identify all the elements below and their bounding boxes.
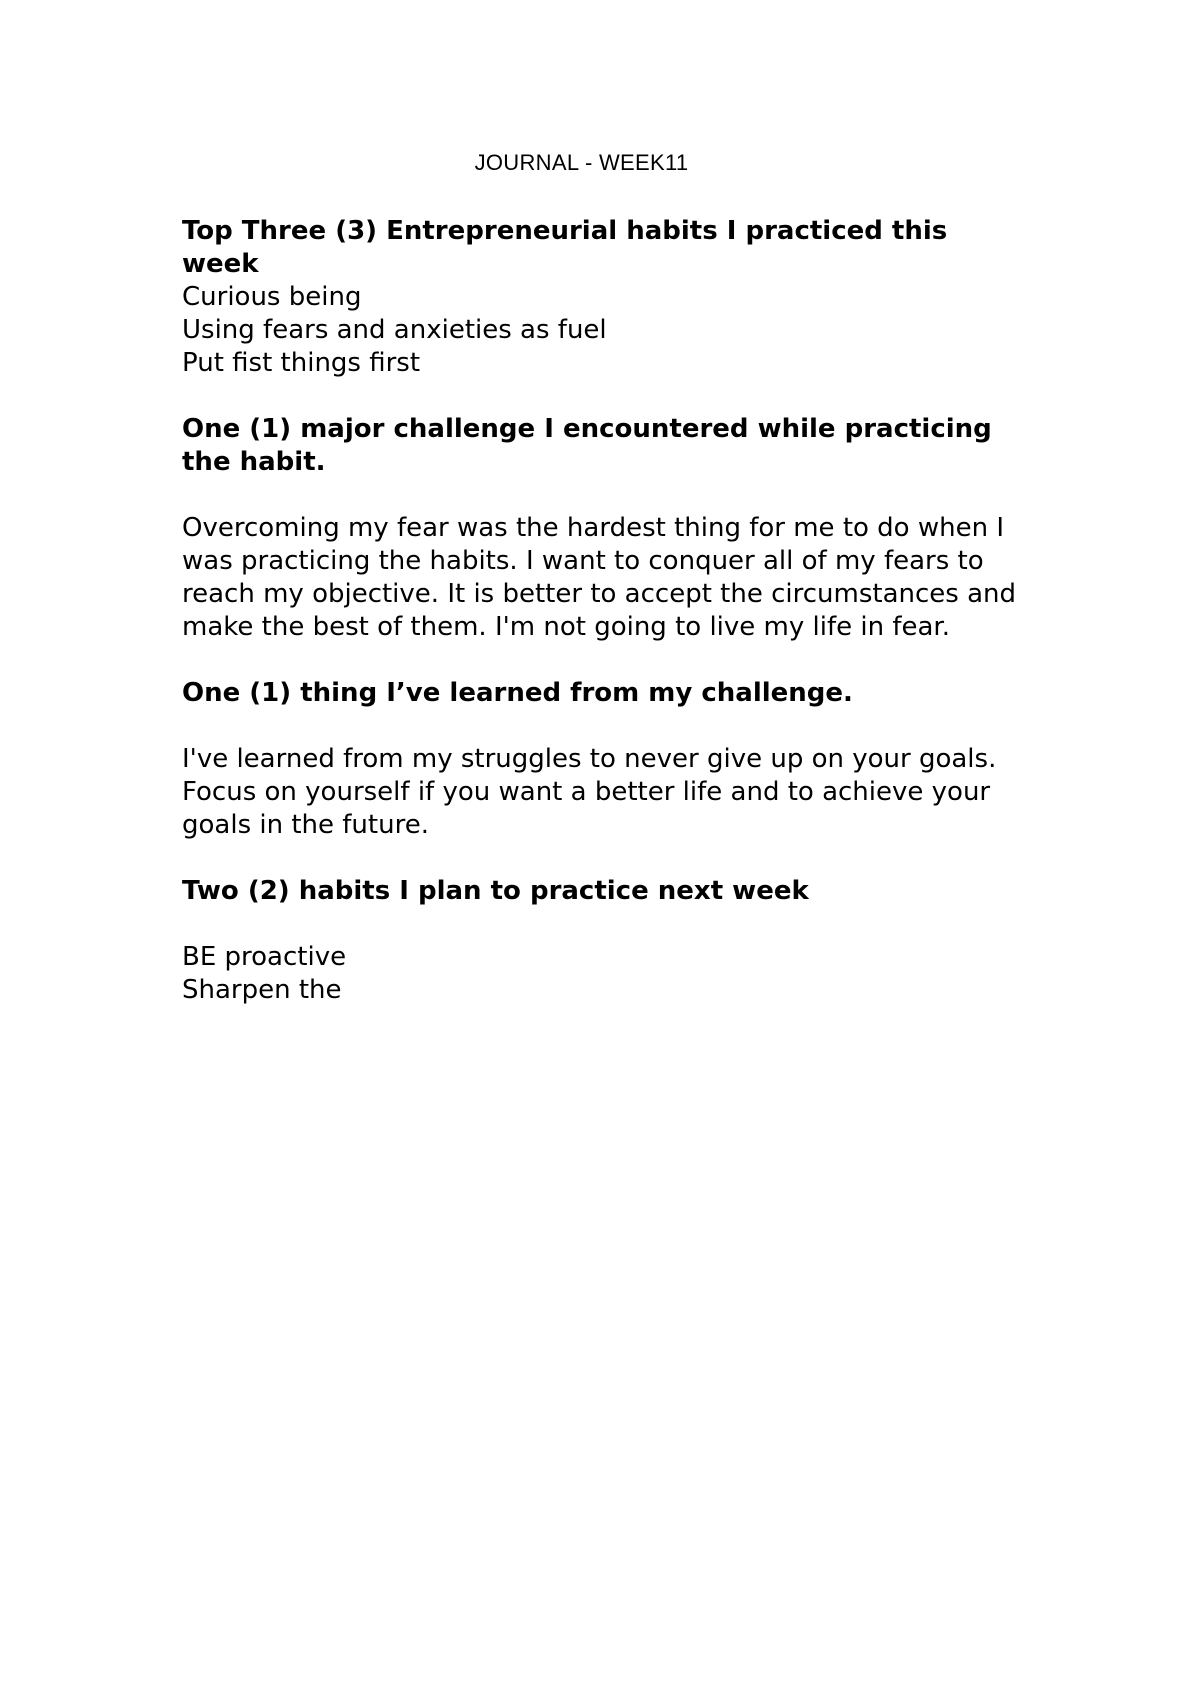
spacer [182, 710, 1032, 743]
section-paragraph: I've learned from my struggles to never give up on your goals. Focus on yourself if you want a better life and to achieve your goals in the future. [182, 744, 997, 840]
spacer [182, 380, 1032, 413]
section-heading: One (1) major challenge I encountered while practicing the habit. [182, 414, 992, 477]
document-body [182, 215, 1032, 1007]
list-item: Put fist things first [182, 348, 421, 378]
section-heading: Two (2) habits I plan to practice next week [182, 876, 809, 906]
spacer [182, 644, 1032, 677]
list-item: Using fears and anxieties as fuel [182, 315, 607, 345]
section-major-challenge [182, 413, 1032, 644]
section-top-habits [182, 215, 1032, 380]
section-heading: Top Three (3) Entrepreneurial habits I practiced this week [182, 216, 948, 279]
section-paragraph: Overcoming my fear was the hardest thing for me to do when I was practicing the habits. I want to conquer all of my fears to reach my objective. It is better to accept the circumstances and make the best of them. I'm not going to live my life in fear. [182, 513, 1017, 642]
list-item: BE proactive [182, 942, 347, 972]
spacer [182, 842, 1032, 875]
list-item: Curious being [182, 282, 362, 312]
section-next-week-habits [182, 875, 1032, 1007]
section-lesson-learned [182, 677, 1032, 842]
section-heading: One (1) thing I’ve learned from my challenge. [182, 678, 853, 708]
spacer [182, 908, 1032, 941]
list-item: Sharpen the [182, 975, 342, 1005]
document-title: JOURNAL - WEEK11 [474, 150, 689, 175]
spacer [182, 479, 1032, 512]
